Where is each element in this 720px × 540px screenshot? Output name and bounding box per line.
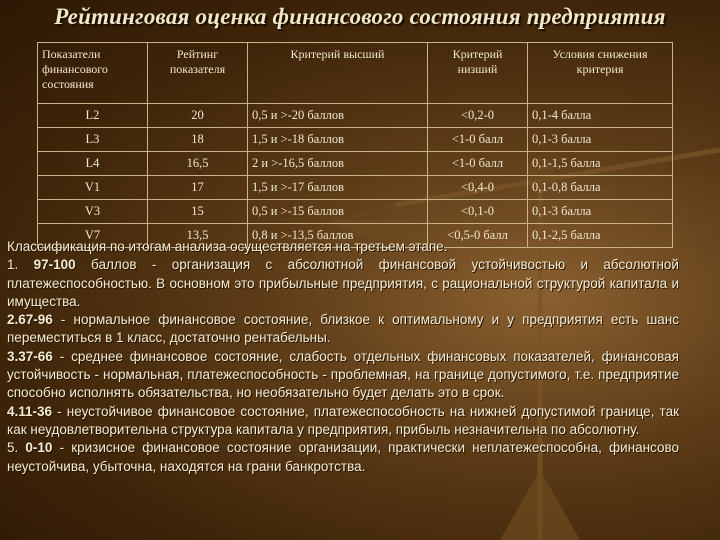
slide-title: Рейтинговая оценка финансового состояния предприятия <box>54 4 666 29</box>
cell-high: 1,5 и >-17 баллов <box>248 176 428 200</box>
cell-indicator: V1 <box>38 176 148 200</box>
cell-indicator: L3 <box>38 128 148 152</box>
cell-high: 0,5 и >-20 баллов <box>248 104 428 128</box>
cell-low: <1-0 балл <box>428 128 528 152</box>
classification-range: 97-100 <box>33 257 76 273</box>
cell-high: 2 и >-16,5 баллов <box>248 152 428 176</box>
classification-item: 2.67-96 - нормальное финансовое состояние, близкое к оптимальному и у предприятия есть шанс переместиться в 1 класс, достаточно рентабельны. <box>7 312 679 346</box>
cell-rating: 16,5 <box>148 152 248 176</box>
cell-low: <0,2-0 <box>428 104 528 128</box>
table-row <box>38 104 673 128</box>
classification-range: 67-96 <box>18 312 53 328</box>
cell-conditions: 0,1-3 балла <box>528 200 673 224</box>
cell-indicator: V7 <box>38 224 148 248</box>
cell-indicator: L4 <box>38 152 148 176</box>
cell-low: <1-0 балл <box>428 152 528 176</box>
cell-indicator: V3 <box>38 200 148 224</box>
cell-rating: 13,5 <box>148 224 248 248</box>
cell-rating: 15 <box>148 200 248 224</box>
table-row <box>38 128 673 152</box>
rating-table <box>37 42 673 248</box>
cell-conditions: 0,1-3 балла <box>528 128 673 152</box>
cell-high: 0,5 и >-15 баллов <box>248 200 428 224</box>
header-indicator: Показатели финансового состояния <box>38 43 148 104</box>
cell-low: <0,4-0 <box>428 176 528 200</box>
classification-item: 4.11-36 - неустойчивое финансовое состояние, платежеспособность на нижней допустимой границе, так как неудовлетворительна структура капитала у предприятия, прибыль незначительна по абсолютну. <box>7 403 679 437</box>
header-rating: Рейтинг показателя <box>148 43 248 104</box>
classification-range: 0-10 <box>25 440 53 456</box>
table-row <box>38 200 673 224</box>
cell-conditions: 0,1-0,8 балла <box>528 176 673 200</box>
cell-low: <0,5-0 балл <box>428 224 528 248</box>
cell-low: <0,1-0 <box>428 200 528 224</box>
cell-high: 1,5 и >-18 баллов <box>248 128 428 152</box>
table-header-row <box>38 43 673 104</box>
header-criterion-low: Критерий низший <box>428 43 528 104</box>
cell-high: 0,8 и >-13,5 баллов <box>248 224 428 248</box>
table-row <box>38 152 673 176</box>
cell-conditions: 0,1-2,5 балла <box>528 224 673 248</box>
classification-intro: Классификация по итогам анализа осуществляется на третьем этапе. <box>7 239 448 254</box>
cell-rating: 20 <box>148 104 248 128</box>
cell-rating: 17 <box>148 176 248 200</box>
cell-conditions: 0,1-1,5 балла <box>528 152 673 176</box>
header-reduction-conditions: Условия снижения критерия <box>528 43 673 104</box>
table-row <box>38 176 673 200</box>
classification-item: 5. 0-10 - кризисное финансовое состояние организации, практически неплатежеспособна, финансово неустойчива, убыточна, находятся на грани банкротства. <box>7 440 679 474</box>
classification-text <box>7 238 679 476</box>
classification-range: 11-36 <box>18 403 53 419</box>
classification-item: 3.37-66 - среднее финансовое состояние, слабость отдельных финансовых показателей, финансовая устойчивость - нормальная, платежеспособность - проблемная, на границе допустимого, т.е. предприятие способно исполнять обязательства, но необязательно будет делать это в срок. <box>7 348 679 401</box>
classification-range: 37-66 <box>18 348 53 364</box>
cell-conditions: 0,1-4 балла <box>528 104 673 128</box>
cell-rating: 18 <box>148 128 248 152</box>
cell-indicator: L2 <box>38 104 148 128</box>
classification-item: 1. 97-100 баллов - организация с абсолютной финансовой устойчивостью и абсолютной платежеспособностью. В основном это прибыльные предприятия, с рациональной структурой капитала и имущества. <box>7 257 679 309</box>
header-criterion-high: Критерий высший <box>248 43 428 104</box>
